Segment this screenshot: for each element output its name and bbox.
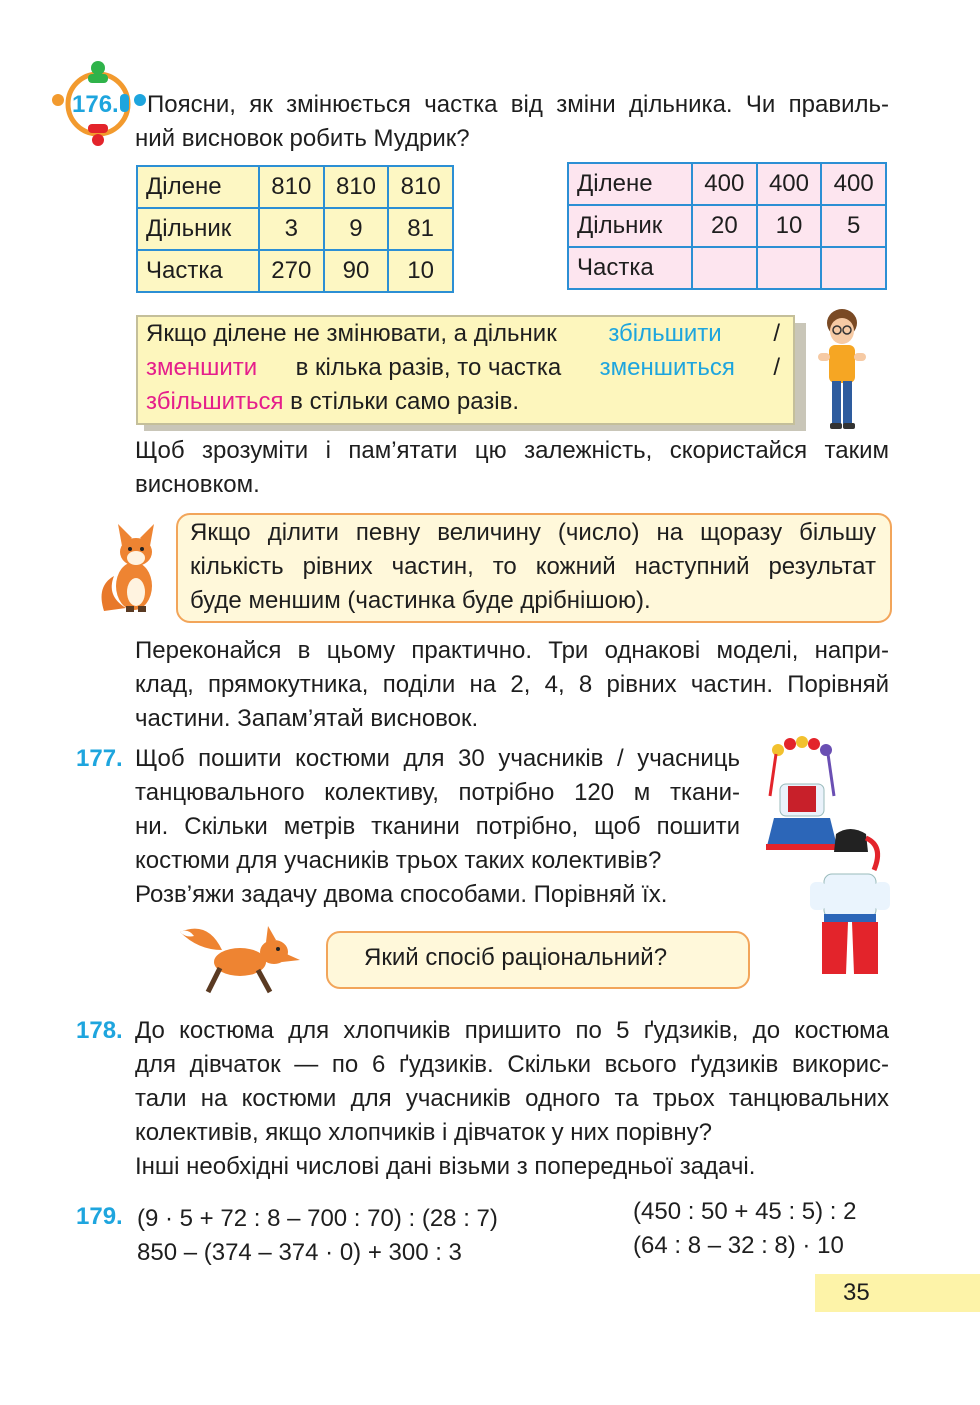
cell: 20 [692, 205, 757, 247]
expression-3: (450 : 50 + 45 : 5) : 2 [633, 1198, 857, 1225]
task-177-number: 177. [76, 745, 123, 772]
expression-2: 850 – (374 – 374 · 0) + 300 : 3 [137, 1239, 462, 1266]
cell: 9 [324, 208, 389, 250]
table-row [568, 247, 886, 289]
table-row [568, 163, 886, 205]
fox-rule-line-1: Якщо ділити певну величину (число) на щоразу більшу [190, 519, 876, 546]
task-177-line-4: костюми для учасників трьох таких колективів? [135, 847, 662, 874]
expression-1: (9 · 5 + 72 : 8 – 700 : 70) : (28 : 7) [137, 1205, 498, 1232]
task-176-line-1: Поясни, як змінюється частка від зміни дільника. Чи правиль- [147, 91, 889, 118]
task-178-line-3: тали на костюми для учасників одного та трьох танцювальних [135, 1085, 889, 1112]
table-row [137, 250, 453, 292]
rule-will-increase: збільшиться [146, 388, 284, 415]
rule-line-1 [146, 317, 780, 351]
row-label: Частка [137, 250, 259, 292]
table-row [137, 208, 453, 250]
empty-cell[interactable] [821, 247, 886, 289]
cell: 810 [388, 166, 453, 208]
cell: 3 [259, 208, 324, 250]
cell: 810 [324, 166, 389, 208]
fox-running-illustration [178, 922, 302, 998]
table-400 [567, 162, 887, 290]
task-178-number: 178. [76, 1017, 123, 1044]
question-bubble-text: Який спосіб раціональний? [364, 944, 668, 971]
rule-text: Якщо ділене не змінювати, а дільник [146, 320, 557, 347]
row-label: Частка [568, 247, 692, 289]
rule-decrease: зменшити [146, 354, 258, 381]
rule-increase: збільшити [608, 320, 722, 347]
empty-cell[interactable] [692, 247, 757, 289]
rule-slash: / [773, 354, 780, 381]
task-178-line-4: колективів, якщо хлопчиків і дівчаток у них порівну? [135, 1119, 712, 1146]
fox-sitting-illustration [96, 516, 168, 616]
rule-will-decrease: зменшиться [599, 354, 735, 381]
expression-4: (64 : 8 – 32 : 8) · 10 [633, 1232, 844, 1259]
task-178-line-5: Інші необхідні числові дані візьми з попередньої задачі. [135, 1153, 756, 1180]
task-177-line-2: танцювального колективу, потрібно 120 м ткани- [135, 779, 740, 806]
table-row [137, 166, 453, 208]
para-2-line-1: Переконайся в цьому практично. Три однакові моделі, напри- [135, 637, 889, 664]
table-810 [136, 165, 454, 293]
cell: 400 [757, 163, 822, 205]
fox-rule-line-2: кількість рівних частин, то кожний наступний результат [190, 553, 876, 580]
para-1-line-1: Щоб зрозуміти і пам’ятати цю залежність, скористайся таким [135, 437, 889, 464]
task-177-line-5: Розв’яжи задачу двома способами. Порівняй їх. [135, 881, 668, 908]
cell: 10 [757, 205, 822, 247]
page-number: 35 [843, 1279, 870, 1306]
cell: 400 [692, 163, 757, 205]
rule-line-2 [146, 351, 780, 385]
boy-mudryk-illustration [812, 305, 872, 433]
para-1-line-2: висновком. [135, 471, 260, 498]
rule-slash: / [773, 320, 780, 347]
task-177-line-3: ни. Скільки метрів тканини потрібно, щоб пошити [135, 813, 740, 840]
cell: 810 [259, 166, 324, 208]
cell: 90 [324, 250, 389, 292]
task-178-line-1: До костюма для хлопчиків пришито по 5 ґудзиків, до костюма [135, 1017, 889, 1044]
page-number-tab [815, 1274, 980, 1312]
empty-cell[interactable] [757, 247, 822, 289]
row-label: Дільник [137, 208, 259, 250]
row-label: Ділене [137, 166, 259, 208]
cell: 270 [259, 250, 324, 292]
row-label: Ділене [568, 163, 692, 205]
rule-line-3 [146, 385, 519, 419]
table-row [568, 205, 886, 247]
row-label: Дільник [568, 205, 692, 247]
rule-text: в кілька разів, то частка [295, 354, 562, 381]
cell: 400 [821, 163, 886, 205]
rule-text: в стільки само разів. [290, 388, 520, 415]
cell: 10 [388, 250, 453, 292]
cell: 81 [388, 208, 453, 250]
task-178-line-2: для дівчаток — по 6 ґудзиків. Скільки всього ґудзиків викорис- [135, 1051, 889, 1078]
task-177-line-1: Щоб пошити костюми для 30 учасників / учасниць [135, 745, 740, 772]
para-2-line-3: частини. Запам’ятай висновок. [135, 705, 479, 732]
boy-costume-illustration [808, 824, 892, 984]
task-176-number: 176. [72, 91, 119, 118]
task-176-line-2: ний висновок робить Мудрик? [135, 125, 470, 152]
cell: 5 [821, 205, 886, 247]
para-2-line-2: клад, прямокутника, поділи на 2, 4, 8 рівних частин. Порівняй [135, 671, 889, 698]
fox-rule-line-3: буде меншим (частинка буде дрібнішою). [190, 587, 651, 614]
task-179-number: 179. [76, 1203, 123, 1230]
